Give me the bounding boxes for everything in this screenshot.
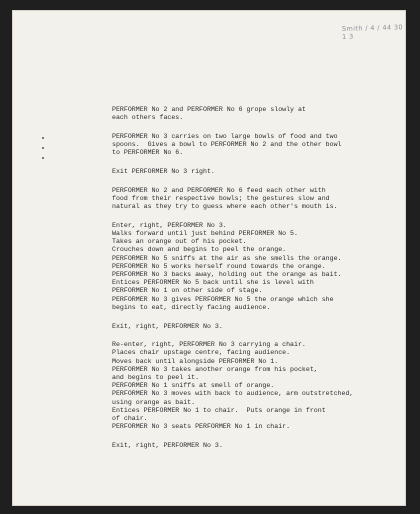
script-line: PERFORMER No 5 works herself round towards the orange. xyxy=(112,262,326,270)
script-line: food from their respective bowls; the gestures slow and xyxy=(112,194,330,202)
script-line: PERFORMER No 1 on other side of stage. xyxy=(112,287,263,295)
script-paragraph xyxy=(112,323,384,331)
script-line: begins to eat, directly facing audience. xyxy=(112,303,271,311)
script-line: Exit, right, PERFORMER No 3. xyxy=(112,322,223,330)
script-line: Exit PERFORMER No 3 right. xyxy=(112,168,215,176)
script-line: Moves back until alongside PERFORMER No 1. xyxy=(112,357,279,365)
script-line: PERFORMER No 3 takes another orange from his pocket, xyxy=(112,365,318,373)
script-line: Places chair upstage centre, facing audience. xyxy=(112,349,291,357)
script-line: PERFORMER No 2 and PERFORMER No 6 grope slowly at xyxy=(112,106,306,113)
script-line: Re-enter, right, PERFORMER No 3 carrying a chair. xyxy=(112,341,306,349)
script-paragraph xyxy=(112,187,384,212)
script-line: PERFORMER No 3 gives PERFORMER No 5 the orange which she xyxy=(112,295,334,303)
script-line: PERFORMER No 5 sniffs at the air as she smells the orange. xyxy=(112,254,342,262)
script-paragraph xyxy=(112,133,384,158)
script-paragraph xyxy=(112,168,384,176)
script-line: PERFORMER No 3 moves with back to audience, arm outstretched, xyxy=(112,390,354,398)
script-paragraph xyxy=(112,106,384,122)
script-line: each others faces. xyxy=(112,114,184,122)
script-line: PERFORMER No 1 sniffs at smell of orange. xyxy=(112,382,275,390)
punch-hole xyxy=(42,157,44,159)
archive-reference: Smith / 4 / 44 30 1 3 xyxy=(341,23,404,41)
script-line: PERFORMER No 3 carries on two large bowls of food and two xyxy=(112,132,338,140)
script-body xyxy=(112,106,384,461)
script-line: PERFORMER No 2 and PERFORMER No 6 feed each other with xyxy=(112,186,326,194)
script-line: Exit, right, PERFORMER No 3. xyxy=(112,442,223,449)
script-paragraph xyxy=(112,341,384,431)
typed-page xyxy=(12,10,406,506)
script-line: Entices PERFORMER No 1 to chair. Puts orange in front xyxy=(112,406,326,414)
script-line: PERFORMER No 3 seats PERFORMER No 1 in chair. xyxy=(112,423,291,431)
script-line: natural as they try to guess where each other's mouth is. xyxy=(112,203,338,211)
script-line: and begins to peel it. xyxy=(112,374,200,382)
punch-hole xyxy=(42,147,44,149)
script-line: spoons. Gives a bowl to PERFORMER No 2 and the other bowl xyxy=(112,141,342,149)
punch-hole xyxy=(42,137,44,139)
script-line: Takes an orange out of his pocket. xyxy=(112,238,247,246)
script-paragraph xyxy=(112,222,384,312)
script-line: Entices PERFORMER No 5 back until she is level with xyxy=(112,279,314,287)
script-line: to PERFORMER No 6. xyxy=(112,149,184,157)
script-line: using orange as bait. xyxy=(112,398,196,406)
script-line: Walks forward until just behind PERFORMER No 5. xyxy=(112,230,298,238)
script-line: PERFORMER No 3 backs away, holding out the orange as bait. xyxy=(112,271,342,279)
script-paragraph xyxy=(112,442,384,450)
script-line: Enter, right, PERFORMER No 3. xyxy=(112,221,227,229)
script-line: Crouches down and begins to peel the orange. xyxy=(112,246,287,254)
script-line: of chair. xyxy=(112,415,148,423)
